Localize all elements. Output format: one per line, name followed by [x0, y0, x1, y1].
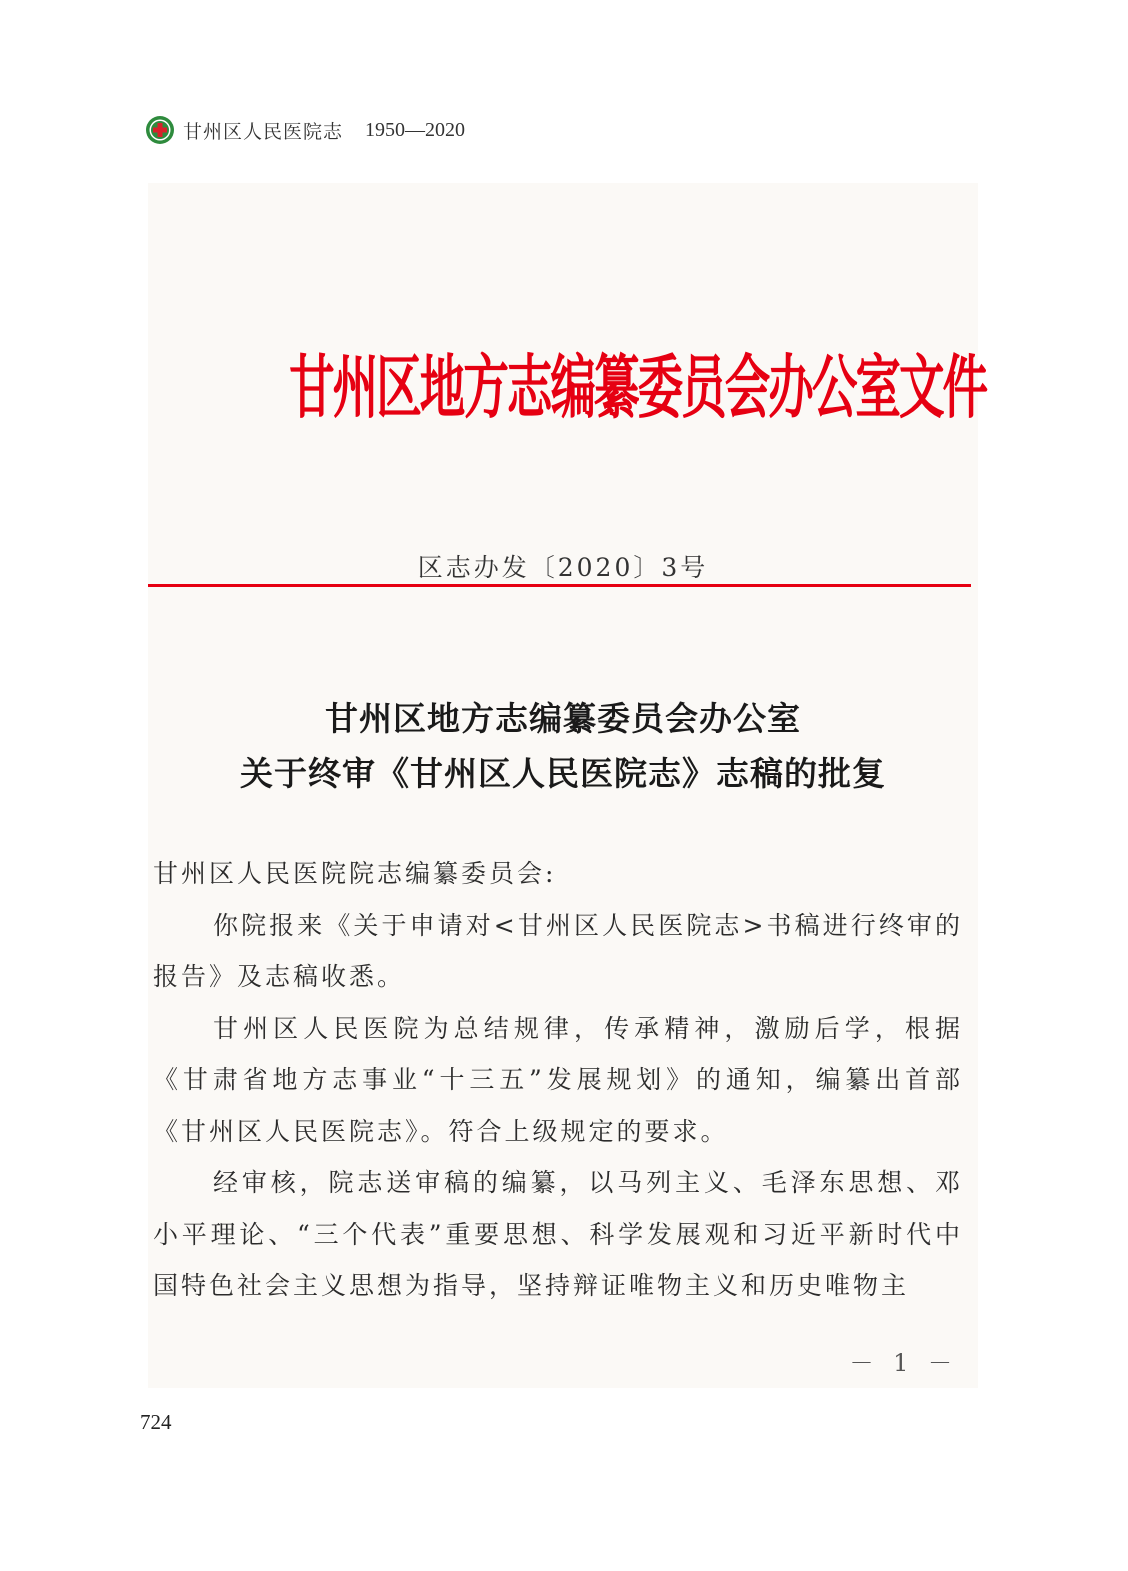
paragraph: 你院报来《关于申请对<甘州区人民医院志>书稿进行终审的报告》及志稿收悉。: [153, 910, 963, 991]
red-divider: [148, 584, 971, 587]
paragraph: 甘州区人民医院为总结规律，传承精神，激励后学，根据《甘肃省地方志事业“十三五”发展规划》的通知，编纂出首部《甘州区人民医院志》。符合上级规定的要求。: [153, 1013, 963, 1146]
inner-page-number: － 1 －: [849, 1349, 958, 1377]
running-header: [145, 112, 465, 148]
document-red-header: 甘州区地方志编纂委员会办公室文件: [289, 348, 987, 428]
document-title-line-2: 关于终审《甘州区人民医院志》志稿的批复: [240, 754, 886, 793]
document-number: 区志办发〔2020〕3号: [417, 553, 709, 582]
scanned-document: [148, 183, 987, 1388]
paragraph: 经审核，院志送审稿的编纂，以马列主义、毛泽东思想、邓小平理论、“三个代表”重要思想、科学发展观和习近平新时代中国特色社会主义思想为指导，坚持辩证唯物主义和历史唯物主: [153, 1168, 963, 1300]
book-years: 1950—2020: [365, 118, 466, 141]
document-body: [153, 848, 963, 1312]
hospital-seal-icon: [145, 115, 175, 145]
document-title-line-1: 甘州区地方志编纂委员会办公室: [325, 699, 801, 738]
book-title: 甘州区人民医院志: [183, 120, 344, 143]
salutation: 甘州区人民医院院志编纂委员会:: [153, 859, 557, 888]
page-number: 724: [140, 1410, 172, 1434]
